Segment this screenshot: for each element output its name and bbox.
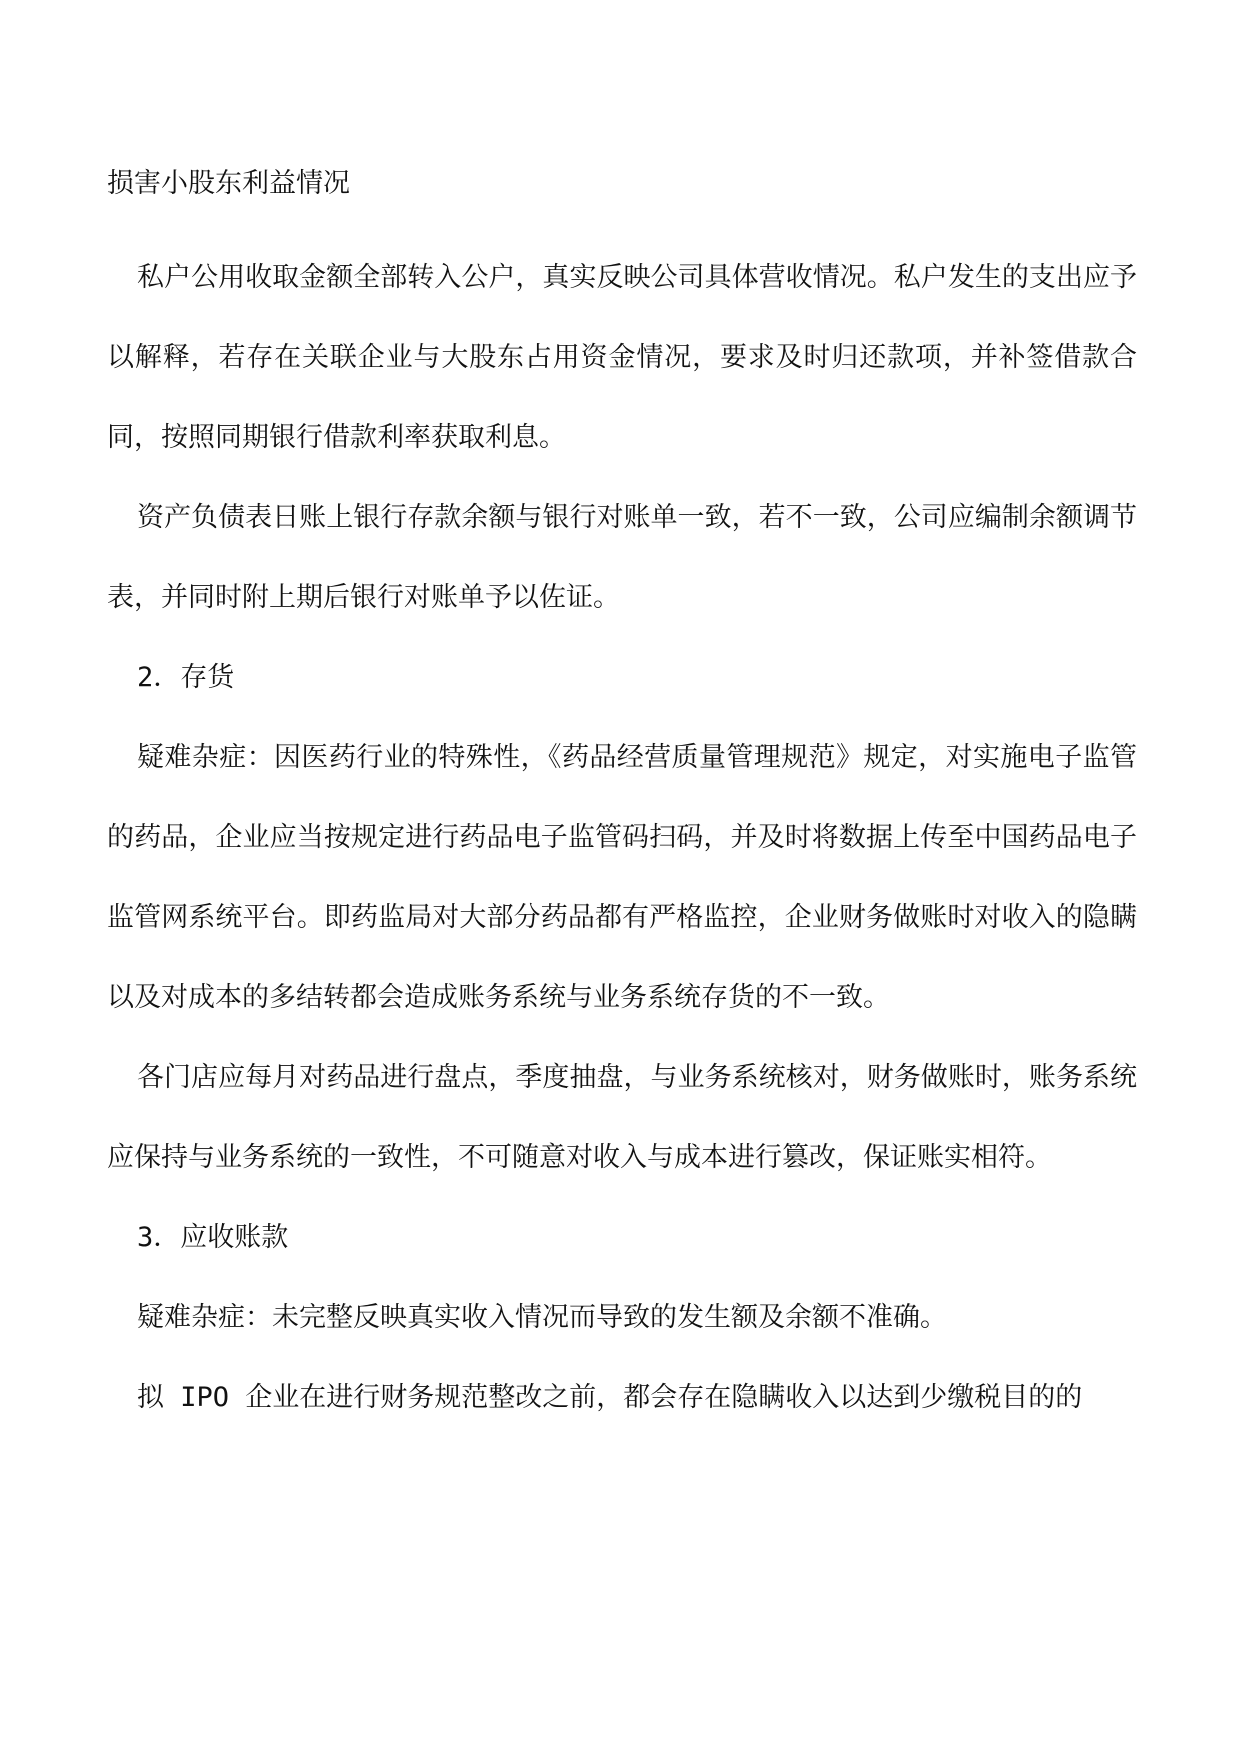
paragraph-receivables-issue: 疑难杂症：未完整反映真实收入情况而导致的发生额及余额不准确。 [137,1302,947,1333]
document-body [107,166,1137,1438]
paragraph-inventory-issue: 疑难杂症：因医药行业的特殊性，《药品经营质量管理规范》规定，对实施电子监管的药品，企业应当按规定进行药品电子监管码扫码，并及时将数据上传至中国药品电子监管网系统平台。即药监局对大部分药品都有严格监控，企业财务做账时对收入的隐瞒以及对成本的多结转都会造成账务系统与业务系统存货的不一致。 [107,742,1137,1013]
section-heading-inventory: 2．存货 [137,662,235,693]
section-heading-receivables: 3．应收账款 [137,1222,289,1253]
paragraph-bank-reconciliation: 资产负债表日账上银行存款余额与银行对账单一致，若不一致，公司应编制余额调节表，并同时附上期后银行对账单予以佐证。 [107,502,1137,613]
paragraph-heading-minority-shareholders: 损害小股东利益情况 [107,168,350,199]
paragraph-private-accounts: 私户公用收取金额全部转入公户，真实反映公司具体营收情况。私户发生的支出应予以解释，若存在关联企业与大股东占用资金情况，要求及时归还款项，并补签借款合同，按照同期银行借款利率获取利息。 [107,262,1137,453]
paragraph-inventory-solution: 各门店应每月对药品进行盘点，季度抽盘，与业务系统核对，财务做账时，账务系统应保持与业务系统的一致性，不可随意对收入与成本进行篡改，保证账实相符。 [107,1062,1137,1173]
paragraph-ipo-note: 拟 IPO 企业在进行财务规范整改之前，都会存在隐瞒收入以达到少缴税目的的 [137,1382,1083,1413]
